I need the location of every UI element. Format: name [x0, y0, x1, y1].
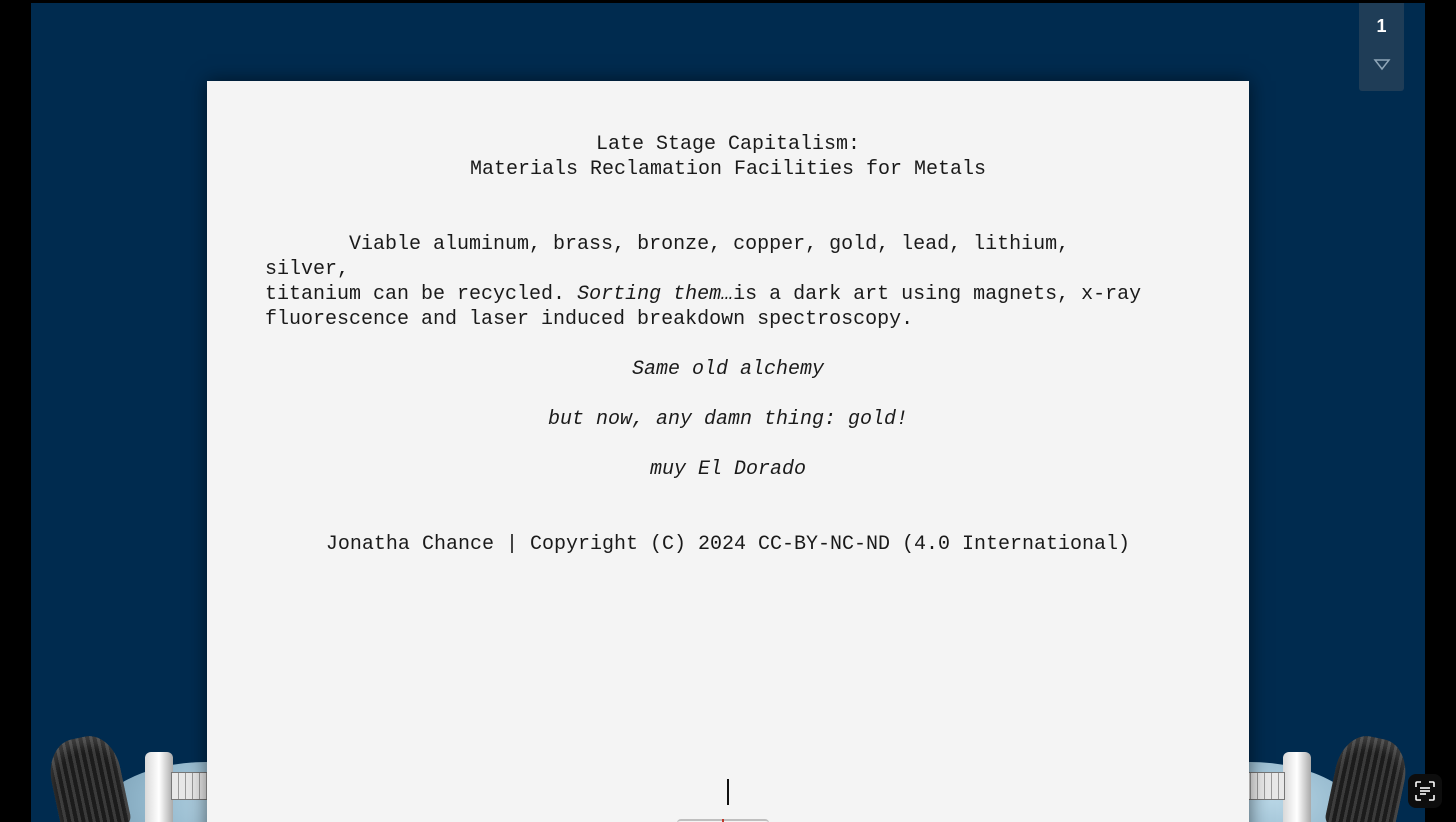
platen-knob-left: [44, 731, 132, 822]
body-paragraph: [265, 232, 1165, 332]
copyright-credit: Jonatha Chance | Copyright (C) 2024 CC-BY-NC-ND (4.0 International): [325, 533, 1131, 556]
typing-cursor: [727, 779, 729, 805]
poem-line-1: Same old alchemy: [631, 358, 825, 381]
title-line-2: Materials Reclamation Facilities for Metals: [469, 158, 987, 181]
platen-knob-right: [1324, 731, 1412, 822]
text-scan-icon: [1414, 780, 1436, 802]
typewriter-stage: [31, 3, 1425, 822]
paragraph-text-1: Viable aluminum, brass, bronze, copper, gold, lead, lithium, silver, titanium can be recycled.: [265, 233, 1070, 306]
paragraph-text-2: is a dark art using magnets, x-ray fluorescence and laser induced breakdown spectroscopy.: [265, 283, 1142, 331]
page-navigator: [1359, 3, 1404, 91]
poem-line-2: but now, any damn thing: gold!: [547, 408, 909, 431]
title-line-1: Late Stage Capitalism:: [595, 133, 861, 156]
triangle-down-icon[interactable]: [1371, 56, 1393, 72]
text-scan-button[interactable]: [1408, 774, 1442, 808]
poem-line-3: muy El Dorado: [649, 458, 807, 481]
document-title: [207, 132, 1249, 182]
paper-bail-right: [1283, 752, 1311, 822]
page-number: 1: [1376, 16, 1387, 36]
typewriter-paper[interactable]: [207, 81, 1249, 822]
paper-bail-left: [145, 752, 173, 822]
paragraph-italic-text: Sorting them…: [577, 283, 734, 306]
margin-scale-right: [1243, 772, 1285, 800]
